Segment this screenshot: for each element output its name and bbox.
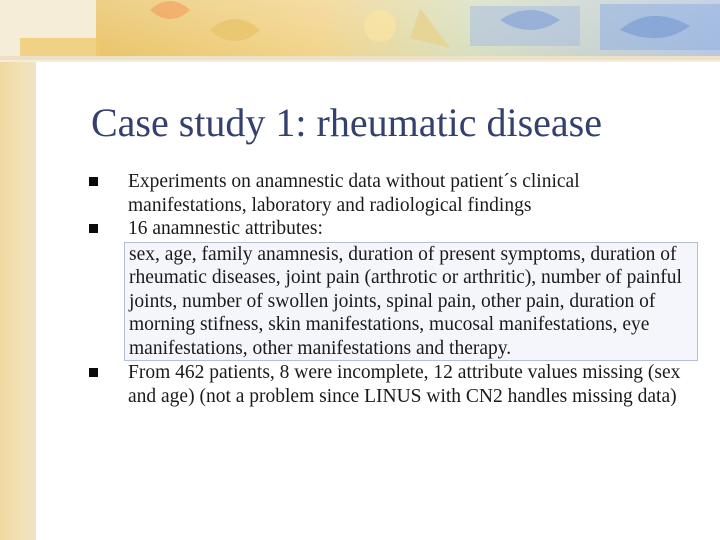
- bullet-text: From 462 patients, 8 were incomplete, 12 attribute values missing (sex and age) (not a problem since LINUS with CN2 handles missing data): [128, 362, 681, 407]
- attribute-list-box: sex, age, family anamnesis, duration of present symptoms, duration of rheumatic diseases, joint pain (arthrotic or arthritic), number of painful joints, number of swollen joints, spinal pain, other pain, duration of morning stifness, skin manifestations, mucosal manifestations, eye manifestations, other manifestations and therapy.: [124, 242, 698, 362]
- bullet-text: Experiments on anamnestic data without patient´s clinical manifestations, laboratory and radiological findings: [128, 171, 580, 216]
- bullet-list: [88, 170, 698, 408]
- decorative-banner: [0, 0, 720, 62]
- slide-title: Case study 1: rheumatic disease: [91, 100, 602, 145]
- bullet-text: 16 anamnestic attributes:: [128, 218, 323, 239]
- left-decorative-strip: [0, 0, 36, 540]
- square-bullet-icon: [89, 224, 98, 233]
- bullet-item: [88, 217, 698, 361]
- square-bullet-icon: [89, 177, 98, 186]
- square-bullet-icon: [89, 368, 98, 377]
- banner-artwork: [0, 0, 720, 62]
- bullet-item: [88, 361, 698, 408]
- bullet-item: [88, 170, 698, 217]
